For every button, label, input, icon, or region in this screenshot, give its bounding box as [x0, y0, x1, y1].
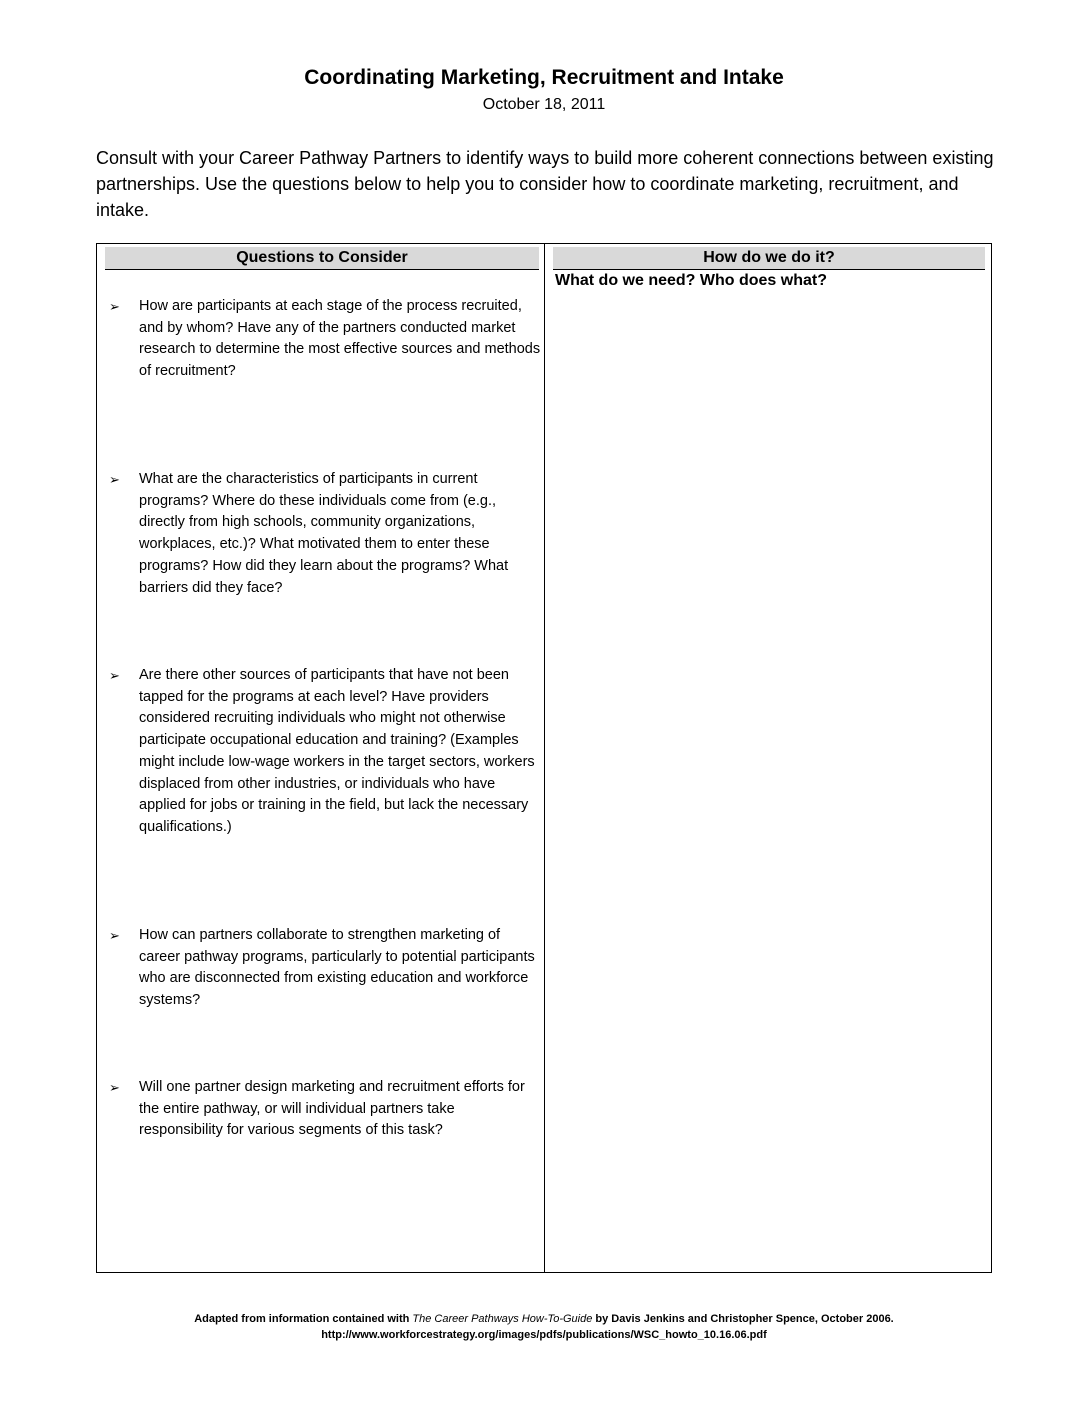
- citation-suffix: by Davis Jenkins and Christopher Spence, October 2006.: [592, 1313, 894, 1325]
- bullet-arrow-icon: ➢: [109, 299, 120, 314]
- bullet-arrow-icon: ➢: [109, 472, 120, 487]
- question-item: [105, 925, 541, 1012]
- column-divider: [544, 244, 545, 1272]
- question-item: [105, 296, 541, 383]
- document-title: Coordinating Marketing, Recruitment and Intake: [304, 66, 784, 89]
- intro-paragraph: Consult with your Career Pathway Partners to identify ways to build more coherent connections between existing partnerships. Use the questions below to help you to consider how to coordinate marketing, recruitment, and intake.: [96, 148, 994, 220]
- bullet-arrow-icon: ➢: [109, 1080, 120, 1095]
- question-item: [105, 469, 541, 599]
- subheader-needs: What do we need? Who does what?: [555, 272, 827, 289]
- citation-prefix: Adapted from information contained with: [194, 1313, 413, 1325]
- citation-url: http://www.workforcestrategy.org/images/pdfs/publications/WSC_howto_10.16.06.pdf: [321, 1329, 767, 1341]
- document-date: October 18, 2011: [482, 96, 606, 113]
- questions-table: [96, 243, 992, 1273]
- header-questions: Questions to Consider: [105, 247, 539, 270]
- question-text: What are the characteristics of participants in current programs? Where do these individuals come from (e.g., directly from high schools, community organizations, workplaces, etc.)? What motivated them to enter these programs? How did they learn about the programs? What barriers did they face?: [139, 471, 509, 596]
- question-text: Are there other sources of participants that have not been tapped for the programs at each level? Have providers considered recruiting individuals who might not otherwise participate occupational education and training? (Examples might include low-wage workers in the target sectors, workers displaced from other industries, or individuals who have applied for jobs or training in the field, but lack the necessary qualifications.): [139, 667, 535, 835]
- bullet-arrow-icon: ➢: [109, 928, 120, 943]
- footer-citation: [0, 1311, 1088, 1343]
- question-item: [105, 1077, 541, 1142]
- question-item: [105, 665, 541, 839]
- citation-line: [0, 1311, 1088, 1327]
- question-text: Will one partner design marketing and recruitment efforts for the entire pathway, or will individual partners take responsibility for various segments of this task?: [139, 1079, 525, 1139]
- question-text: How are participants at each stage of the process recruited, and by whom? Have any of the partners conducted market research to determine the most effective sources and methods of recruitment?: [139, 298, 541, 380]
- bullet-arrow-icon: ➢: [109, 668, 120, 683]
- question-text: How can partners collaborate to strengthen marketing of career pathway programs, particularly to potential participants who are disconnected from existing education and workforce systems?: [139, 927, 535, 1009]
- header-how: How do we do it?: [553, 247, 985, 270]
- citation-book-title: The Career Pathways How-To-Guide: [412, 1313, 593, 1325]
